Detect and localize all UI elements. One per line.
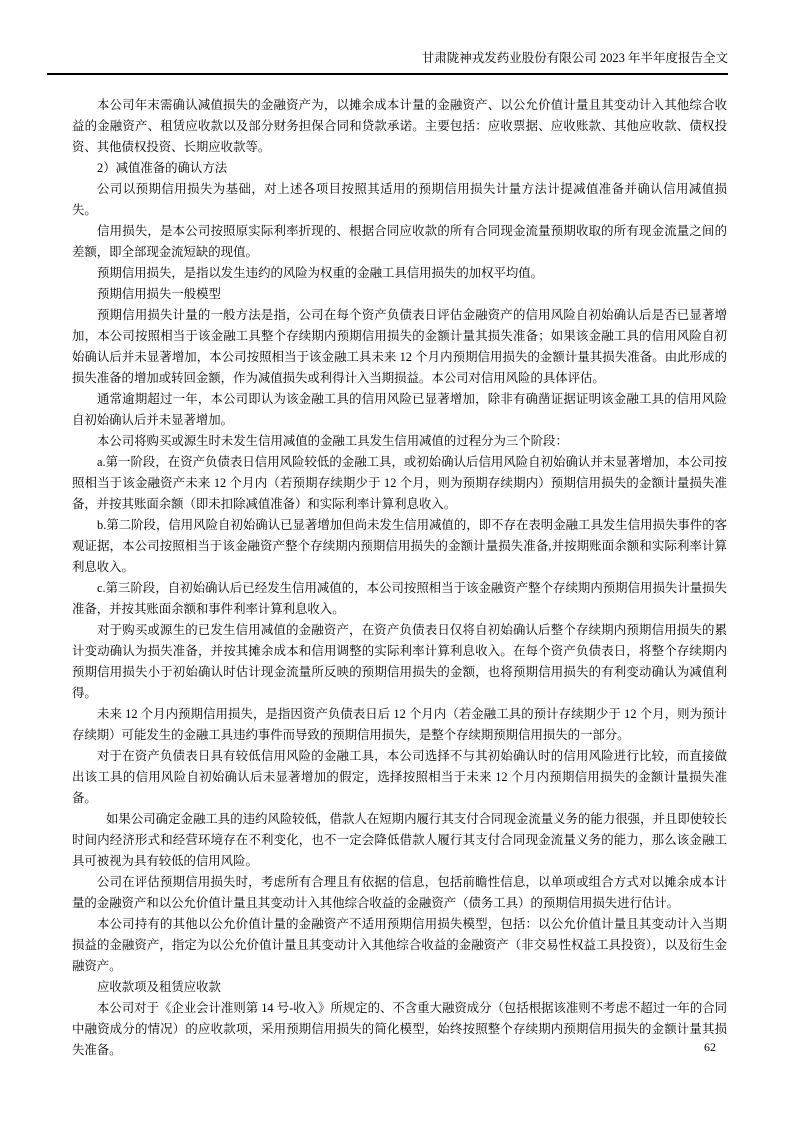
paragraph: 预期信用损失计量的一般方法是指，公司在每个资产负债表日评估金融资产的信用风险自初始确认后是否已显著增加，本公司按照相当于该金融工具整个存续期内预期信用损失的金额计量其损失准备；如果该金融工具的信用风险自初始确认后并未显著增加，本公司按照相当于该金融工具未来 12 个月内预期信用损失的金额计量其损失准备。由此形成的损失准备的增加或转回金额，作为减值损失或利得计入当期损益。本公司对信用风险的具体评估。 [72,308,727,385]
paragraph: 未来 12 个月内预期信用损失，是指因资产负债表日后 12 个月内（若金融工具的预计存续期少于 12 个月，则为预计存续期）可能发生的金融工具违约事件而导致的预期信用损失，是整个存续期预期信用损失的一部分。 [72,707,727,742]
paragraph: 通常逾期超过一年，本公司即认为该金融工具的信用风险已显著增加，除非有确凿证据证明该金融工具的信用风险自初始确认后并未显著增加。 [72,392,727,427]
paragraph: b.第二阶段，信用风险自初始确认已显著增加但尚未发生信用减值的，即不存在表明金融工具发生信用损失事件的客观证据，本公司按照相当于该金融资产整个存续期内预期信用损失的金额计量损失准备,并按期账面余额和实际利率计算利息收入。 [72,518,727,574]
page-header-title: 甘肃陇神戎发药业股份有限公司 2023 年半年度报告全文 [421,51,728,65]
paragraph: 2）减值准备的确认方法 [97,161,228,175]
paragraph: 对于在资产负债表日具有较低信用风险的金融工具，本公司选择不与其初始确认时的信用风险进行比较，而直接做出该工具的信用风险自初始确认后未显著增加的假定，选择按照相当于未来 12 个月内预期信用损失的金额计量损失准备。 [72,749,727,805]
page-number: 62 [704,1040,716,1054]
paragraph: 本公司年末需确认减值损失的金融资产为，以摊余成本计量的金融资产、以公允价值计量且其变动计入其他综合收益的金融资产、租赁应收款以及部分财务担保合同和贷款承诺。主要包括：应收票据、应收账款、其他应收款、债权投资、其他债权投资、长期应收款等。 [72,98,727,154]
paragraph: 对于购买或源生的已发生信用减值的金融资产，在资产负债表日仅将自初始确认后整个存续期内预期信用损失的累计变动确认为损失准备，并按其摊余成本和信用调整的实际利率计算利息收入。在每个资产负债表日，将整个存续期内预期信用损失小于初始确认时估计现金流量所反映的预期信用损失的金额，也将预期信用损失的有利变动确认为减值利得。 [72,623,727,700]
document-body [72,95,727,1061]
paragraph: 应收款项及租赁应收款 [97,980,221,994]
paragraph: c.第三阶段，自初始确认后已经发生信用减值的，本公司按照相当于该金融资产整个存续期内预期信用损失计量损失准备，并按其账面余额和事件利率计算利息收入。 [72,581,727,616]
paragraph: 本公司对于《企业会计准则第 14 号-收入》所规定的、不含重大融资成分（包括根据该准则不考虑不超过一年的合同中融资成分的情况）的应收款项，采用预期信用损失的简化模型，始终按照整个存续期内预期信用损失的金额计量其损失准备。 [72,1001,727,1057]
paragraph: 公司以预期信用损失为基础，对上述各项目按照其适用的预期信用损失计量方法计提减值准备并确认信用减值损失。 [72,182,727,217]
paragraph: 信用损失，是本公司按照原实际利率折现的、根据合同应收款的所有合同现金流量预期收取的所有现金流量之间的差额，即全部现金流短缺的现值。 [72,224,727,259]
paragraph: a.第一阶段，在资产负债表日信用风险较低的金融工具，或初始确认后信用风险自初始确认并未显著增加，本公司按照相当于该金融资产未来 12 个月内（若预期存续期少于 12 个月，则为预期存续期内）预期信用损失的金额计量损失准备，并按其账面余额（即未扣除减值准备）和实际利率计算利息收入。 [72,455,727,511]
paragraph: 如果公司确定金融工具的违约风险较低，借款人在短期内履行其支付合同现金流量义务的能力很强，并且即使较长时间内经济形式和经营环境存在不利变化，也不一定会降低借款人履行其支付合同现金流量义务的能力，那么该金融工具可被视为具有较低的信用风险。 [72,812,727,868]
header-rule [47,73,728,75]
paragraph: 本公司将购买或源生时未发生信用减值的金融工具发生信用减值的过程分为三个阶段： [97,434,568,448]
paragraph: 本公司持有的其他以公允价值计量的金融资产不适用预期信用损失模型，包括：以公允价值计量且其变动计入当期损益的金融资产，指定为以公允价值计量且其变动计入其他综合收益的金融资产（非交易性权益工具投资），以及衍生金融资产。 [72,917,727,973]
paragraph: 预期信用损失一般模型 [97,287,221,301]
paragraph: 预期信用损失，是指以发生违约的风险为权重的金融工具信用损失的加权平均值。 [97,266,544,280]
paragraph: 公司在评估预期信用损失时，考虑所有合理且有依据的信息，包括前瞻性信息，以单项或组合方式对以摊余成本计量的金融资产和以公允价值计量且其变动计入其他综合收益的金融资产（债务工具）的预期信用损失进行估计。 [72,875,727,910]
